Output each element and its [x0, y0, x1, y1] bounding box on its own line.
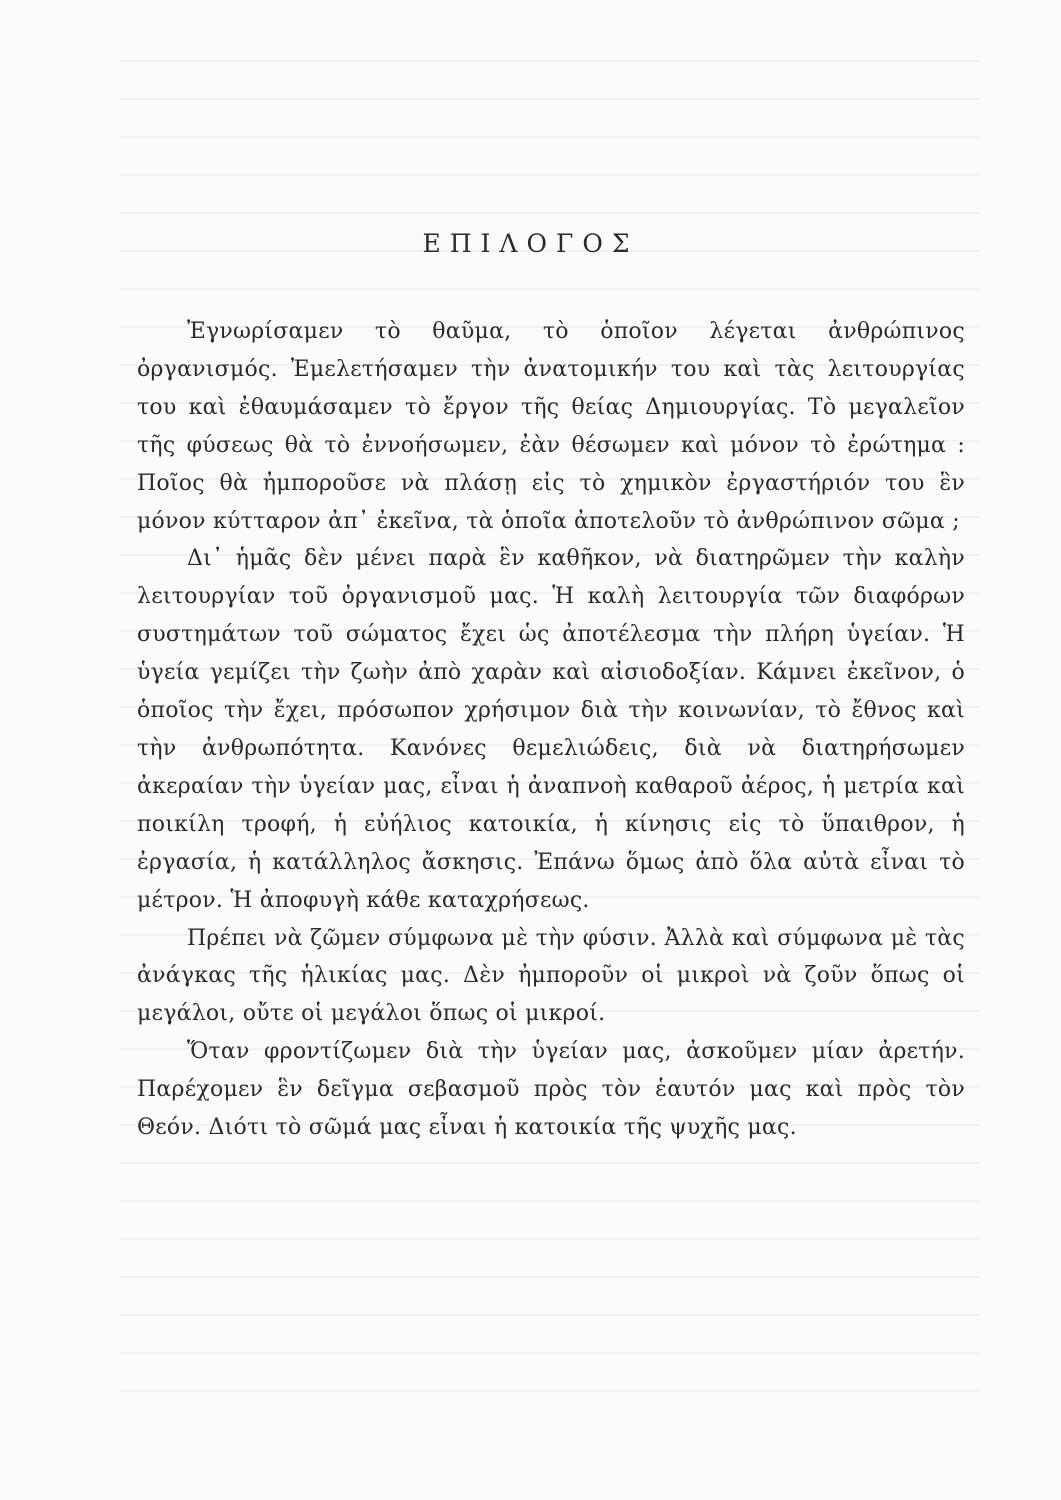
paragraph-4: Ὅταν φροντίζωμεν διὰ τὴν ὑγείαν μας, ἀσκοῦμεν μίαν ἀρετήν. Παρέχομεν ἓν δεῖγμα σεβασμοῦ πρὸς τὸν ἑαυτόν μας καὶ πρὸς τὸν Θεόν. Διότι τὸ σῶμά μας εἶναι ἡ κατοικία τῆς ψυχῆς μας.	[137, 1039, 965, 1141]
paragraph-3: Πρέπει νὰ ζῶμεν σύμφωνα μὲ τὴν φύσιν. Ἀλλὰ καὶ σύμφωνα μὲ τὰς ἀνάγκας τῆς ἡλικίας μας. Δὲν ἠμποροῦν οἱ μικροὶ νὰ ζοῦν ὅπως οἱ μεγάλοι, οὔτε οἱ μεγάλοι ὅπως οἱ μικροί.	[137, 925, 965, 1027]
epilogue-body	[137, 313, 965, 1147]
chapter-title: ΕΠΙΛΟΓΟΣ	[422, 229, 639, 258]
paragraph-2: Δι᾽ ἡμᾶς δὲν μένει παρὰ ἓν καθῆκον, νὰ διατηρῶμεν τὴν καλὴν λειτουργίαν τοῦ ὀργανισμοῦ μας. Ἡ καλὴ λειτουργία τῶν διαφόρων συστημάτων τοῦ σώματος ἔχει ὡς ἀποτέλεσμα τὴν πλήρη ὑγείαν. Ἡ ὑγεία γεμίζει τὴν ζωὴν ἀπὸ χαρὰν καὶ αἰσιοδοξίαν. Κάμνει ἐκεῖνον, ὁ ὁποῖος τὴν ἔχει, πρόσωπον χρήσιμον διὰ τὴν κοινωνίαν, τὸ ἔθνος καὶ τὴν ἀνθρωπότητα. Κανόνες θεμελιώδεις, διὰ νὰ διατηρήσωμεν ἀκεραίαν τὴν ὑγείαν μας, εἶναι ἡ ἀναπνοὴ καθαροῦ ἀέρος, ἡ μετρία καὶ ποικίλη τροφή, ἡ εὐήλιος κατοικία, ἡ κίνησις εἰς τὸ ὕπαιθρον, ἡ ἐργασία, ἡ κατάλληλος ἄσκησις. Ἐπάνω ὅμως ἀπὸ ὅλα αὐτὰ εἶναι τὸ μέτρον. Ἡ ἀποφυγὴ κάθε καταχρήσεως.	[137, 546, 965, 913]
paragraph-1: Ἐγνωρίσαμεν τὸ θαῦμα, τὸ ὁποῖον λέγεται ἀνθρώπινος ὀργανισμός. Ἐμελετήσαμεν τὴν ἀνατομικήν του καὶ τὰς λειτουργίας του καὶ ἐθαυμάσαμεν τὸ ἔργον τῆς θείας Δημιουργίας. Τὸ μεγαλεῖον τῆς φύσεως θὰ τὸ ἐννοήσωμεν, ἐὰν θέσωμεν καὶ μόνον τὸ ἐρώτημα : Ποῖος θὰ ἠμποροῦσε νὰ πλάσῃ εἰς τὸ χημικὸν ἐργαστήριόν του ἓν μόνον κύτταρον ἀπ᾽ ἐκεῖνα, τὰ ὁποῖα ἀποτελοῦν τὸ ἀνθρώπινον σῶμα ;	[137, 319, 965, 534]
